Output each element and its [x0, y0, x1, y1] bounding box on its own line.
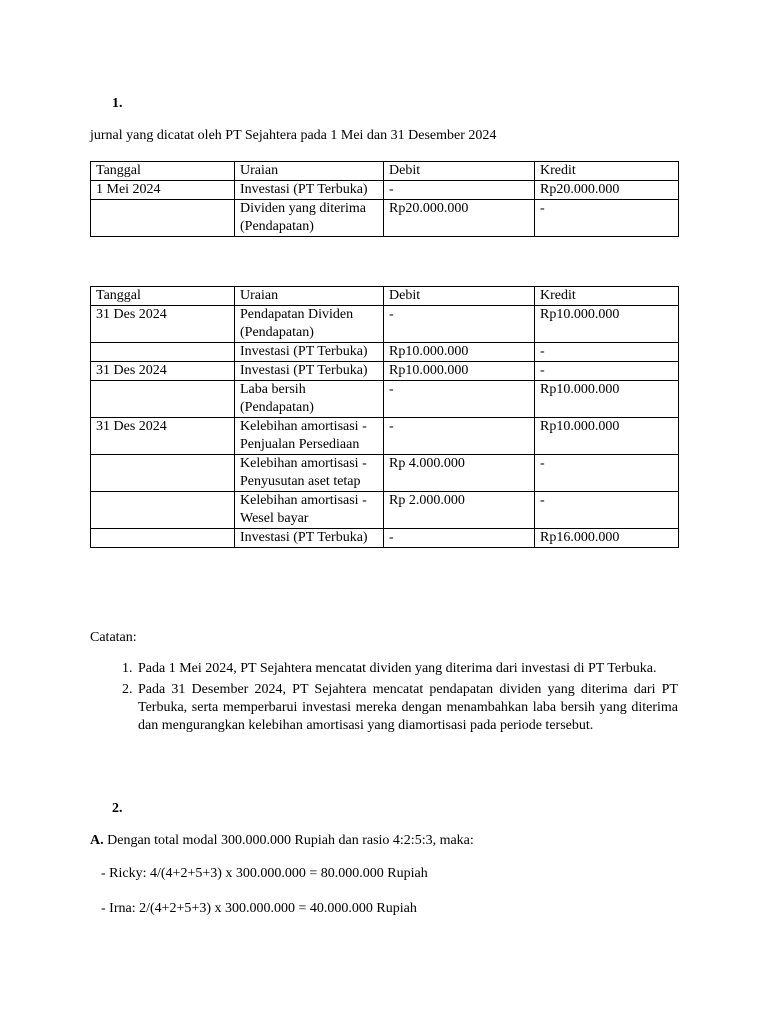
header-tanggal: Tanggal	[91, 287, 235, 306]
table-row	[91, 181, 679, 200]
cell-date	[91, 492, 235, 529]
section-2a-paragraph	[90, 832, 474, 850]
cell-credit: -	[535, 343, 679, 362]
table-header-row	[91, 287, 679, 306]
cell-description: Laba bersih (Pendapatan)	[235, 381, 384, 418]
section-2a-label: A.	[90, 833, 104, 848]
cell-description: Pendapatan Dividen (Pendapatan)	[235, 306, 384, 343]
cell-date: 31 Des 2024	[91, 306, 235, 343]
cell-debit: -	[384, 181, 535, 200]
table-row	[91, 381, 679, 418]
calc-line: - Irna: 2/(4+2+5+3) x 300.000.000 = 40.000.000 Rupiah	[101, 901, 417, 916]
cell-debit: -	[384, 381, 535, 418]
header-debit: Debit	[384, 162, 535, 181]
cell-debit: -	[384, 418, 535, 455]
calc-line: - Ricky: 4/(4+2+5+3) x 300.000.000 = 80.000.000 Rupiah	[101, 866, 428, 881]
table-row	[91, 306, 679, 343]
cell-credit: Rp20.000.000	[535, 181, 679, 200]
journal-table-december	[90, 286, 679, 548]
notes-list	[90, 660, 678, 738]
section-2a-text: Dengan total modal 300.000.000 Rupiah dan rasio 4:2:5:3, maka:	[103, 833, 474, 848]
table-row	[91, 455, 679, 492]
cell-date	[91, 343, 235, 362]
journal-intro: jurnal yang dicatat oleh PT Sejahtera pada 1 Mei dan 31 Desember 2024	[90, 128, 497, 143]
table-header-row	[91, 162, 679, 181]
journal-table-may	[90, 161, 679, 237]
cell-description: Investasi (PT Terbuka)	[235, 362, 384, 381]
cell-debit: -	[384, 306, 535, 343]
cell-debit: Rp 4.000.000	[384, 455, 535, 492]
cell-credit: -	[535, 362, 679, 381]
header-uraian: Uraian	[235, 162, 384, 181]
cell-debit: Rp 2.000.000	[384, 492, 535, 529]
list-item: 1. Pada 1 Mei 2024, PT Sejahtera mencatat dividen yang diterima dari investasi di PT Terbuka.	[136, 660, 678, 678]
cell-debit: -	[384, 529, 535, 548]
cell-description: Investasi (PT Terbuka)	[235, 343, 384, 362]
cell-debit: Rp10.000.000	[384, 362, 535, 381]
cell-description: Kelebihan amortisasi - Penjualan Persediaan	[235, 418, 384, 455]
cell-date	[91, 529, 235, 548]
cell-date	[91, 200, 235, 237]
cell-date: 1 Mei 2024	[91, 181, 235, 200]
cell-description: Kelebihan amortisasi - Wesel bayar	[235, 492, 384, 529]
cell-credit: -	[535, 492, 679, 529]
section-1-number: 1.	[112, 96, 123, 111]
notes-label: Catatan:	[90, 630, 137, 645]
cell-description: Dividen yang diterima (Pendapatan)	[235, 200, 384, 237]
table-row	[91, 362, 679, 381]
table-row	[91, 492, 679, 529]
header-kredit: Kredit	[535, 287, 679, 306]
cell-debit: Rp20.000.000	[384, 200, 535, 237]
table-row	[91, 200, 679, 237]
cell-credit: -	[535, 200, 679, 237]
cell-debit: Rp10.000.000	[384, 343, 535, 362]
cell-date	[91, 455, 235, 492]
list-item: 2. Pada 31 Desember 2024, PT Sejahtera mencatat pendapatan dividen yang diterima dari PT Terbuka, serta memperbarui investasi mereka dengan menambahkan laba bersih yang diterima dan mengurangkan kelebihan amortisasi yang diamortisasi pada periode tersebut.	[136, 681, 678, 735]
section-2-number: 2.	[112, 801, 123, 816]
cell-description: Investasi (PT Terbuka)	[235, 529, 384, 548]
table-row	[91, 529, 679, 548]
cell-credit: Rp16.000.000	[535, 529, 679, 548]
header-debit: Debit	[384, 287, 535, 306]
cell-description: Investasi (PT Terbuka)	[235, 181, 384, 200]
cell-date: 31 Des 2024	[91, 362, 235, 381]
table-row	[91, 418, 679, 455]
cell-date	[91, 381, 235, 418]
cell-credit: -	[535, 455, 679, 492]
header-kredit: Kredit	[535, 162, 679, 181]
table-row	[91, 343, 679, 362]
cell-description: Kelebihan amortisasi - Penyusutan aset tetap	[235, 455, 384, 492]
cell-credit: Rp10.000.000	[535, 381, 679, 418]
cell-credit: Rp10.000.000	[535, 418, 679, 455]
header-uraian: Uraian	[235, 287, 384, 306]
header-tanggal: Tanggal	[91, 162, 235, 181]
cell-credit: Rp10.000.000	[535, 306, 679, 343]
cell-date: 31 Des 2024	[91, 418, 235, 455]
